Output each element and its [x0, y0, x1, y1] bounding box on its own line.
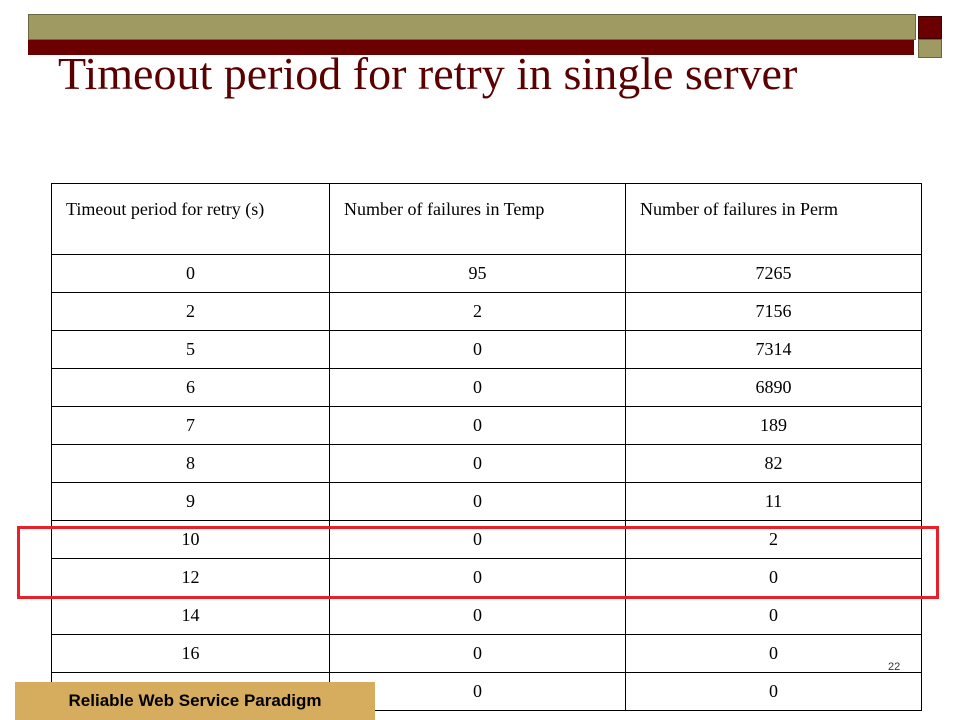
cell-perm: 0	[626, 635, 922, 673]
cell-temp: 2	[330, 293, 626, 331]
column-header-temp-failures: Number of failures in Temp	[330, 184, 626, 255]
cell-perm: 82	[626, 445, 922, 483]
cell-temp: 0	[330, 407, 626, 445]
cell-temp: 0	[330, 445, 626, 483]
table-row	[52, 597, 922, 635]
cell-timeout: 5	[52, 331, 330, 369]
cell-temp: 0	[330, 673, 626, 711]
cell-temp: 0	[330, 331, 626, 369]
corner-square-red	[918, 16, 942, 39]
cell-temp: 0	[330, 369, 626, 407]
cell-perm: 0	[626, 673, 922, 711]
cell-perm: 7156	[626, 293, 922, 331]
page-number: 22	[888, 661, 901, 673]
footer-label	[15, 682, 375, 720]
column-header-perm-failures: Number of failures in Perm	[626, 184, 922, 255]
table-row	[52, 483, 922, 521]
cell-timeout: 8	[52, 445, 330, 483]
cell-timeout: 14	[52, 597, 330, 635]
header-bar-olive	[28, 14, 916, 40]
cell-perm: 7265	[626, 255, 922, 293]
cell-timeout: 16	[52, 635, 330, 673]
cell-timeout: 2	[52, 293, 330, 331]
highlight-box	[17, 526, 939, 599]
table-header-row	[52, 184, 922, 255]
cell-perm: 6890	[626, 369, 922, 407]
cell-temp: 0	[330, 521, 626, 559]
table-row	[52, 407, 922, 445]
cell-timeout: 6	[52, 369, 330, 407]
cell-perm: 0	[626, 597, 922, 635]
table-row	[52, 369, 922, 407]
cell-timeout: 9	[52, 483, 330, 521]
cell-perm: 189	[626, 407, 922, 445]
cell-timeout: 12	[52, 559, 330, 597]
cell-temp: 0	[330, 559, 626, 597]
cell-perm: 0	[626, 559, 922, 597]
table-row	[52, 255, 922, 293]
cell-timeout: 0	[52, 255, 330, 293]
table-row	[52, 635, 922, 673]
slide-title: Timeout period for retry in single server	[58, 48, 798, 99]
table-row	[52, 293, 922, 331]
cell-temp: 95	[330, 255, 626, 293]
table-row	[52, 331, 922, 369]
cell-timeout: 7	[52, 407, 330, 445]
footer-text: Reliable Web Service Paradigm	[68, 691, 322, 710]
cell-temp: 0	[330, 483, 626, 521]
cell-temp: 0	[330, 597, 626, 635]
column-header-timeout: Timeout period for retry (s)	[52, 184, 330, 255]
cell-perm: 11	[626, 483, 922, 521]
data-table	[51, 183, 922, 711]
cell-perm: 7314	[626, 331, 922, 369]
corner-square-olive	[918, 39, 942, 58]
cell-timeout: 10	[52, 521, 330, 559]
cell-temp: 0	[330, 635, 626, 673]
cell-perm: 2	[626, 521, 922, 559]
table-row	[52, 445, 922, 483]
